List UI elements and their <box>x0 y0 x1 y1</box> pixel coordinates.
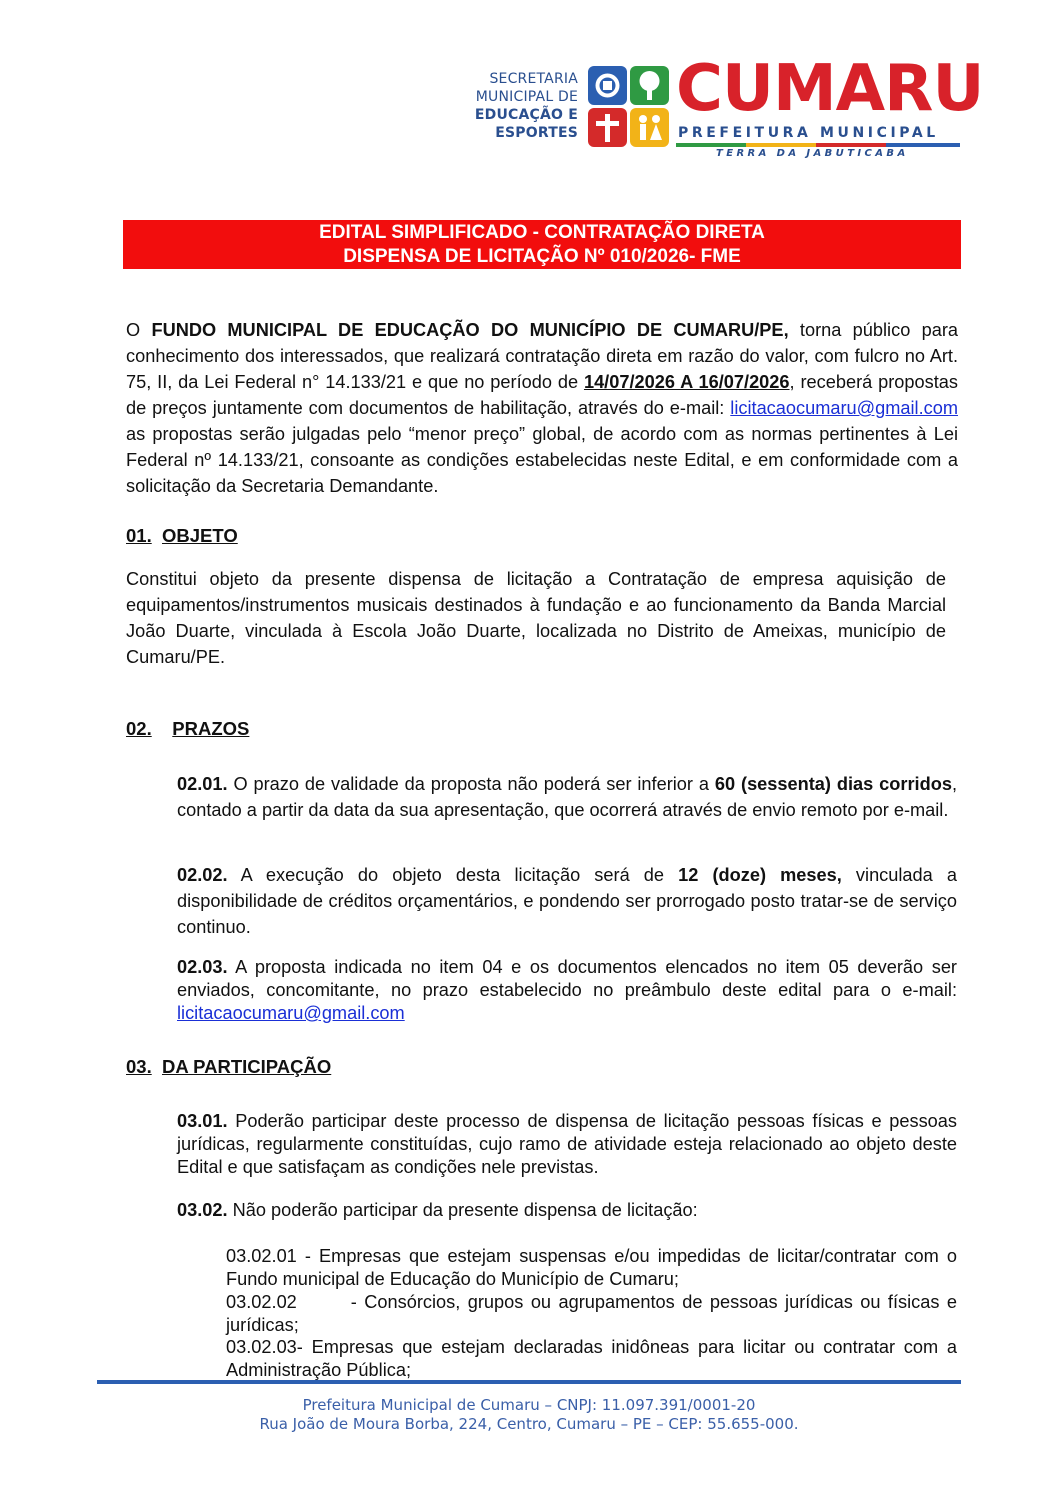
prefeitura-subtitle: PREFEITURA MUNICIPAL <box>678 125 939 141</box>
item-02-01 <box>177 771 957 823</box>
section-01-text: Constitui objeto da presente dispensa de licitação a Contratação de empresa aquisição de equipamentos/instrumentos musicais destinados à fundação e ao funcionamento da Banda Marcial João Duarte, vinculada à Escola João Duarte, localizada no Distrito de Ameixas, município de Cumaru/PE. <box>126 569 946 667</box>
item-02-02-text-a: A execução do objeto desta licitação será de <box>227 865 679 885</box>
subitem-03-02-03: 03.02.03- Empresas que estejam declaradas inidôneas para licitar ou contratar com a Administração Pública; <box>226 1337 957 1380</box>
footer-line-2: Rua João de Moura Borba, 224, Centro, Cumaru – PE – CEP: 55.655-000. <box>259 1415 799 1433</box>
section-02-number: 02. <box>126 718 152 739</box>
municipal-emblem-logo <box>588 66 670 148</box>
intro-entity: FUNDO MUNICIPAL DE EDUCAÇÃO DO MUNICÍPIO DE CUMARU/PE, <box>151 320 789 340</box>
section-01-title: OBJETO <box>162 525 238 546</box>
intro-paragraph <box>126 317 958 499</box>
intro-email-link[interactable]: licitacaocumaru@gmail.com <box>730 398 958 418</box>
intro-text-4: as propostas serão julgadas pelo “menor preço” global, de acordo com as normas pertinentes à Lei Federal nº 14.133/21, consoante as condições estabelecidas neste Edital, e em conformidade com a solicitação da Secretaria Demandante. <box>126 424 958 496</box>
item-02-01-text-a: O prazo de validade da proposta não poderá ser inferior a <box>227 774 715 794</box>
title-line-1: EDITAL SIMPLIFICADO - CONTRATAÇÃO DIRETA <box>319 222 765 243</box>
subitem-03-02-01: 03.02.01 - Empresas que estejam suspensas e/ou impedidas de licitar/contratar com o Fundo municipal de Educação do Município de Cumaru; <box>226 1246 957 1289</box>
secretaria-line-3: EDUCAÇÃO E <box>474 107 578 123</box>
emblem-shield-icon <box>588 66 627 105</box>
brand-wordmark: CUMARU <box>676 52 984 126</box>
intro-text-3: , receberá propostas de preços juntamente com documentos de habilitação, através do e-mail: <box>126 372 958 418</box>
item-02-01-number: 02.01. <box>177 774 228 794</box>
section-03-number: 03. <box>126 1056 152 1077</box>
title-line-2: DISPENSA DE LICITAÇÃO Nº 010/2026- FME <box>343 246 741 267</box>
section-01-heading <box>126 523 238 549</box>
intro-period: 14/07/2026 A 16/07/2026 <box>583 372 790 392</box>
item-02-02-bold: 12 (doze) meses, <box>678 865 842 885</box>
emblem-tree-icon <box>630 66 669 105</box>
emblem-cross-icon <box>588 108 627 147</box>
item-03-01-text: Poderão participar deste processo de dispensa de licitação pessoas físicas e pessoas jurídicas, regularmente constituídas, cujo ramo de atividade esteja relacionado ao objeto deste Edital e que satisfaçam as condições nele previstas. <box>177 1111 957 1177</box>
secretaria-label <box>468 70 578 142</box>
section-03-heading <box>126 1054 331 1080</box>
subitem-03-02-02-text: - Consórcios, grupos ou agrupamentos de pessoas jurídicas ou físicas e jurídicas; <box>226 1292 957 1335</box>
item-02-02-number: 02.02. <box>177 865 228 885</box>
secretaria-line-2: MUNICIPAL DE <box>475 89 578 105</box>
title-banner <box>123 220 961 269</box>
item-02-01-bold: 60 (sessenta) dias corridos <box>714 774 952 794</box>
item-02-01-text-b: , contado a partir da data da sua apresentação, que ocorrerá através de envio remoto por e-mail. <box>177 774 957 820</box>
footer-line-1: Prefeitura Municipal de Cumaru – CNPJ: 11.097.391/0001-20 <box>302 1396 756 1414</box>
section-01-number: 01. <box>126 525 152 546</box>
subitem-03-02-02 <box>226 1291 957 1337</box>
item-03-01-number: 03.01. <box>177 1111 228 1131</box>
item-02-03 <box>177 956 957 1025</box>
section-02-heading <box>126 716 249 742</box>
item-02-02 <box>177 862 957 940</box>
secretaria-line-1: SECRETARIA <box>489 71 578 87</box>
item-03-02 <box>177 1199 957 1222</box>
slogan: TERRA DA JABUTICABA <box>716 148 909 159</box>
section-03-title: DA PARTICIPAÇÃO <box>162 1056 332 1077</box>
footer-divider <box>97 1380 961 1384</box>
secretaria-line-4: ESPORTES <box>495 125 578 141</box>
intro-text-1: O <box>126 320 152 340</box>
item-03-02-text: Não poderão participar da presente dispensa de licitação: <box>227 1200 698 1220</box>
item-03-01 <box>177 1110 957 1179</box>
item-02-03-text: A proposta indicada no item 04 e os documentos elencados no item 05 deverão ser enviados, concomitante, no prazo estabelecido no preâmbulo deste edital para o e-mail: <box>177 957 957 1000</box>
item-02-02-text-b: vinculada a disponibilidade de créditos orçamentários, e pondendo ser prorrogado posto tratar-se de serviço continuo. <box>177 865 958 937</box>
emblem-children-icon <box>630 108 669 147</box>
item-03-02-number: 03.02. <box>177 1200 228 1220</box>
item-02-03-number: 02.03. <box>177 957 228 977</box>
subitem-03-02-02-number: 03.02.02 <box>226 1292 297 1312</box>
section-02-title: PRAZOS <box>172 718 250 739</box>
intro-text-2: torna público para conhecimento dos interessados, que realizará contratação direta em razão do valor, com fulcro no Art. 75, II, da Lei Federal n° 14.133/21 e que no período de <box>126 320 959 392</box>
item-02-03-email-link[interactable]: licitacaocumaru@gmail.com <box>177 1003 405 1023</box>
